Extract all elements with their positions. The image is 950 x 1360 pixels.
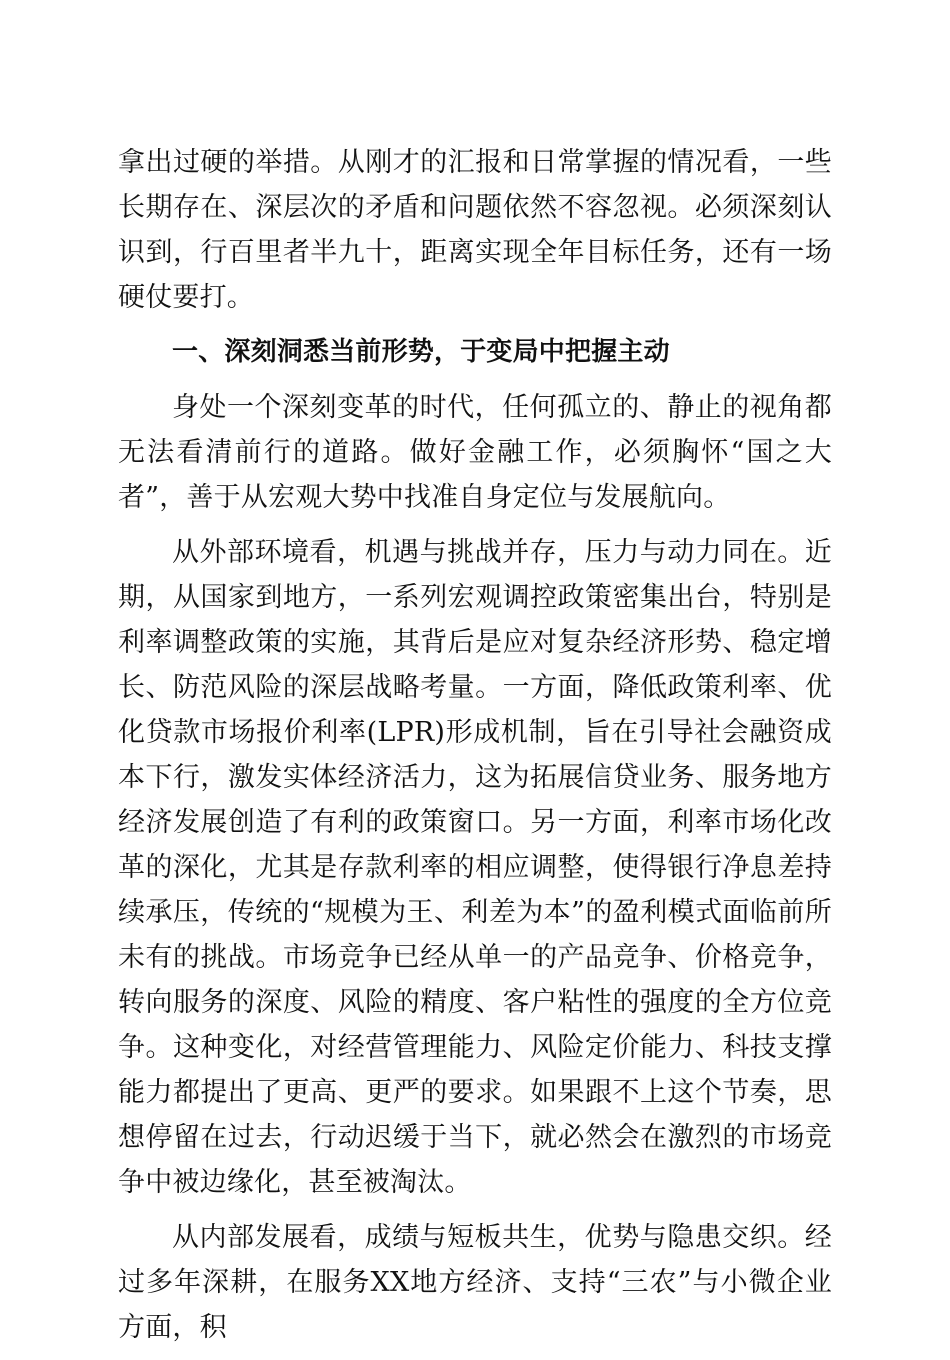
section-heading: 一、深刻洞悉当前形势，于变局中把握主动	[172, 337, 670, 367]
paragraph-external-environment: 从外部环境看，机遇与挑战并存，压力与动力同在。近期，从国家到地方，一系列宏观调控政策密集出台，特别是利率调整政策的实施，其背后是应对复杂经济形势、稳定增长、防范风险的深层战略考量。一方面，降低政策利率、优化贷款市场报价利率(LPR)形成机制，旨在引导社会融资成本下行，激发实体经济活力，这为拓展信贷业务、服务地方经济发展创造了有利的政策窗口。另一方面，利率市场化改革的深化，尤其是存款利率的相应调整，使得银行净息差持续承压，传统的“规模为王、利差为本”的盈利模式面临前所未有的挑战。市场竞争已经从单一的产品竞争、价格竞争，转向服务的深度、风险的精度、客户粘性的强度的全方位竞争。这种变化，对经营管理能力、风险定价能力、科技支撑能力都提出了更高、更严的要求。如果跟不上这个节奏，思想停留在过去，行动迟缓于当下，就必然会在激烈的市场竞争中被边缘化，甚至被淘汰。	[118, 537, 832, 1198]
document-body	[118, 140, 832, 1360]
paragraph-context: 身处一个深刻变革的时代，任何孤立的、静止的视角都无法看清前行的道路。做好金融工作，必须胸怀“国之大者”，善于从宏观大势中找准自身定位与发展航向。	[118, 392, 832, 513]
continued-paragraph: 拿出过硬的举措。从刚才的汇报和日常掌握的情况看，一些长期存在、深层次的矛盾和问题依然不容忽视。必须深刻认识到，行百里者半九十，距离实现全年目标任务，还有一场硬仗要打。	[118, 147, 832, 313]
paragraph-internal-development: 从内部发展看，成绩与短板共生，优势与隐患交织。经过多年深耕，在服务XX地方经济、支持“三农”与小微企业方面，积	[118, 1222, 832, 1343]
